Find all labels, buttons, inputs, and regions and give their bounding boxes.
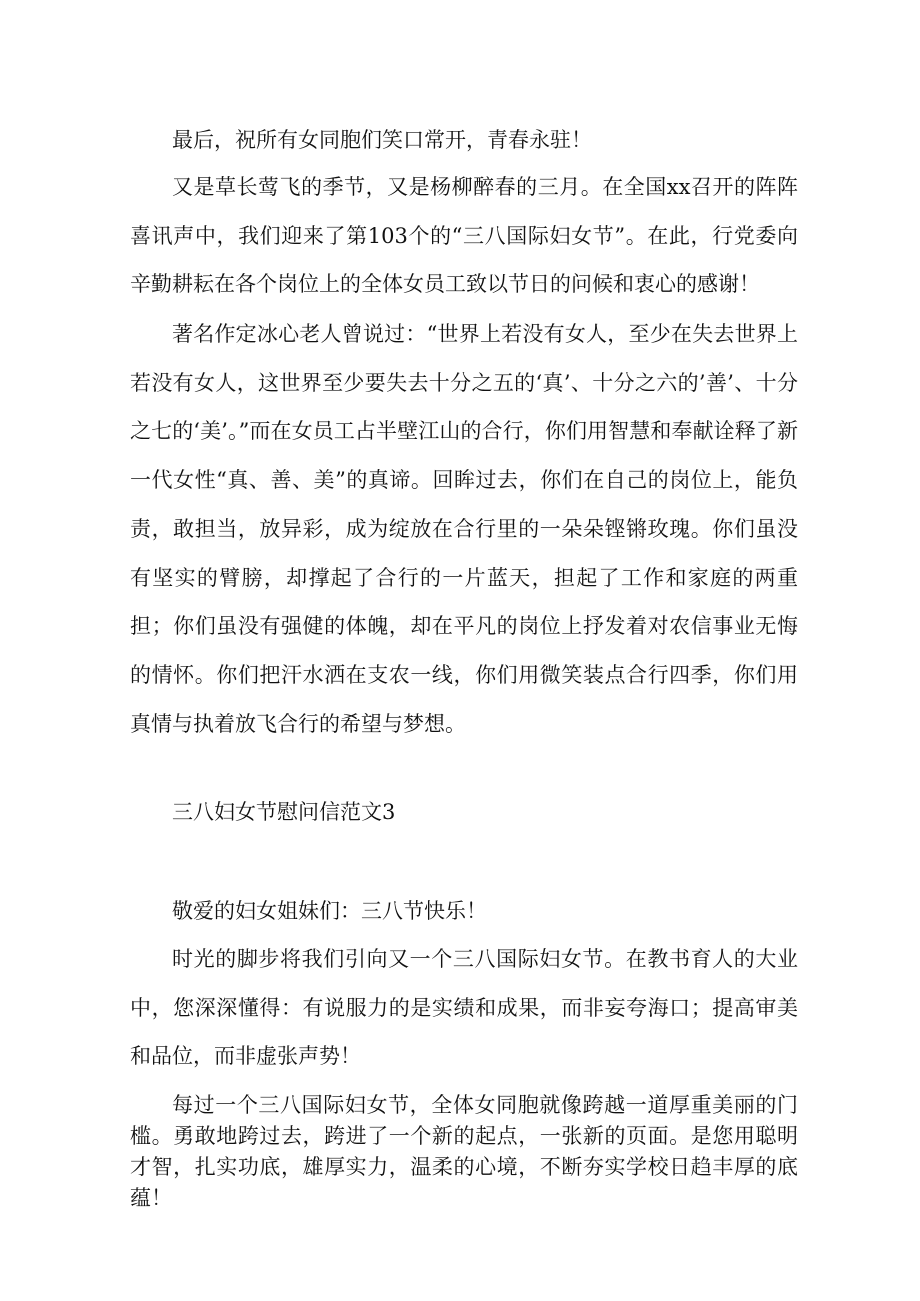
body-paragraph-1: 时光的脚步将我们引向又一个三八国际妇女节。在教书育人的大业中，您深深懂得：有说服力的是实绩和成果，而非妄夸海口；提高审美和品位，而非虚张声势！ bbox=[130, 947, 798, 1068]
closing-wish-paragraph: 最后，祝所有女同胞们笑口常开，青春永驻！ bbox=[172, 128, 592, 152]
section-title: 三八妇女节慰问信范文3 bbox=[172, 800, 396, 824]
body-paragraph-2: 每过一个三八国际妇女节，全体女同胞就像跨越一道厚重美丽的门槛。勇敢地跨过去，跨进了一个新的起点，一张新的页面。是您用聪明才智，扎实功底，雄厚实力，温柔的心境，不断夯实学校日趋丰厚的底蕴！ bbox=[130, 1093, 798, 1210]
opening-paragraph: 又是草长莺飞的季节，又是杨柳醉春的三月。在全国xx召开的阵阵喜讯声中，我们迎来了第103个的“三八国际妇女节”。在此，行党委向辛勤耕耘在各个岗位上的全体女员工致以节日的问候和衷心的感谢！ bbox=[130, 175, 798, 296]
quote-paragraph: 著名作定冰心老人曾说过：“世界上若没有女人，至少在失去世界上若没有女人，这世界至少要失去十分之五的‘真’、十分之六的’善’、十分之七的‘美’。”而在女员工占半壁江山的合行，你们用智慧和奉献诠释了新一代女性“真、善、美”的真谛。回眸过去，你们在自己的岗位上，能负责，敢担当，放异彩，成为绽放在合行里的一朵朵铿锵玫瑰。你们虽没有坚实的臂膀，却撑起了合行的一片蓝天，担起了工作和家庭的两重担；你们虽没有强健的体魄，却在平凡的岗位上抒发着对农信事业无悔的情怀。你们把汗水洒在支农一线，你们用微笑装点合行四季，你们用真情与执着放飞合行的希望与梦想。 bbox=[130, 322, 798, 736]
greeting-paragraph: 敬爱的妇女姐妹们：三八节快乐！ bbox=[172, 899, 487, 923]
